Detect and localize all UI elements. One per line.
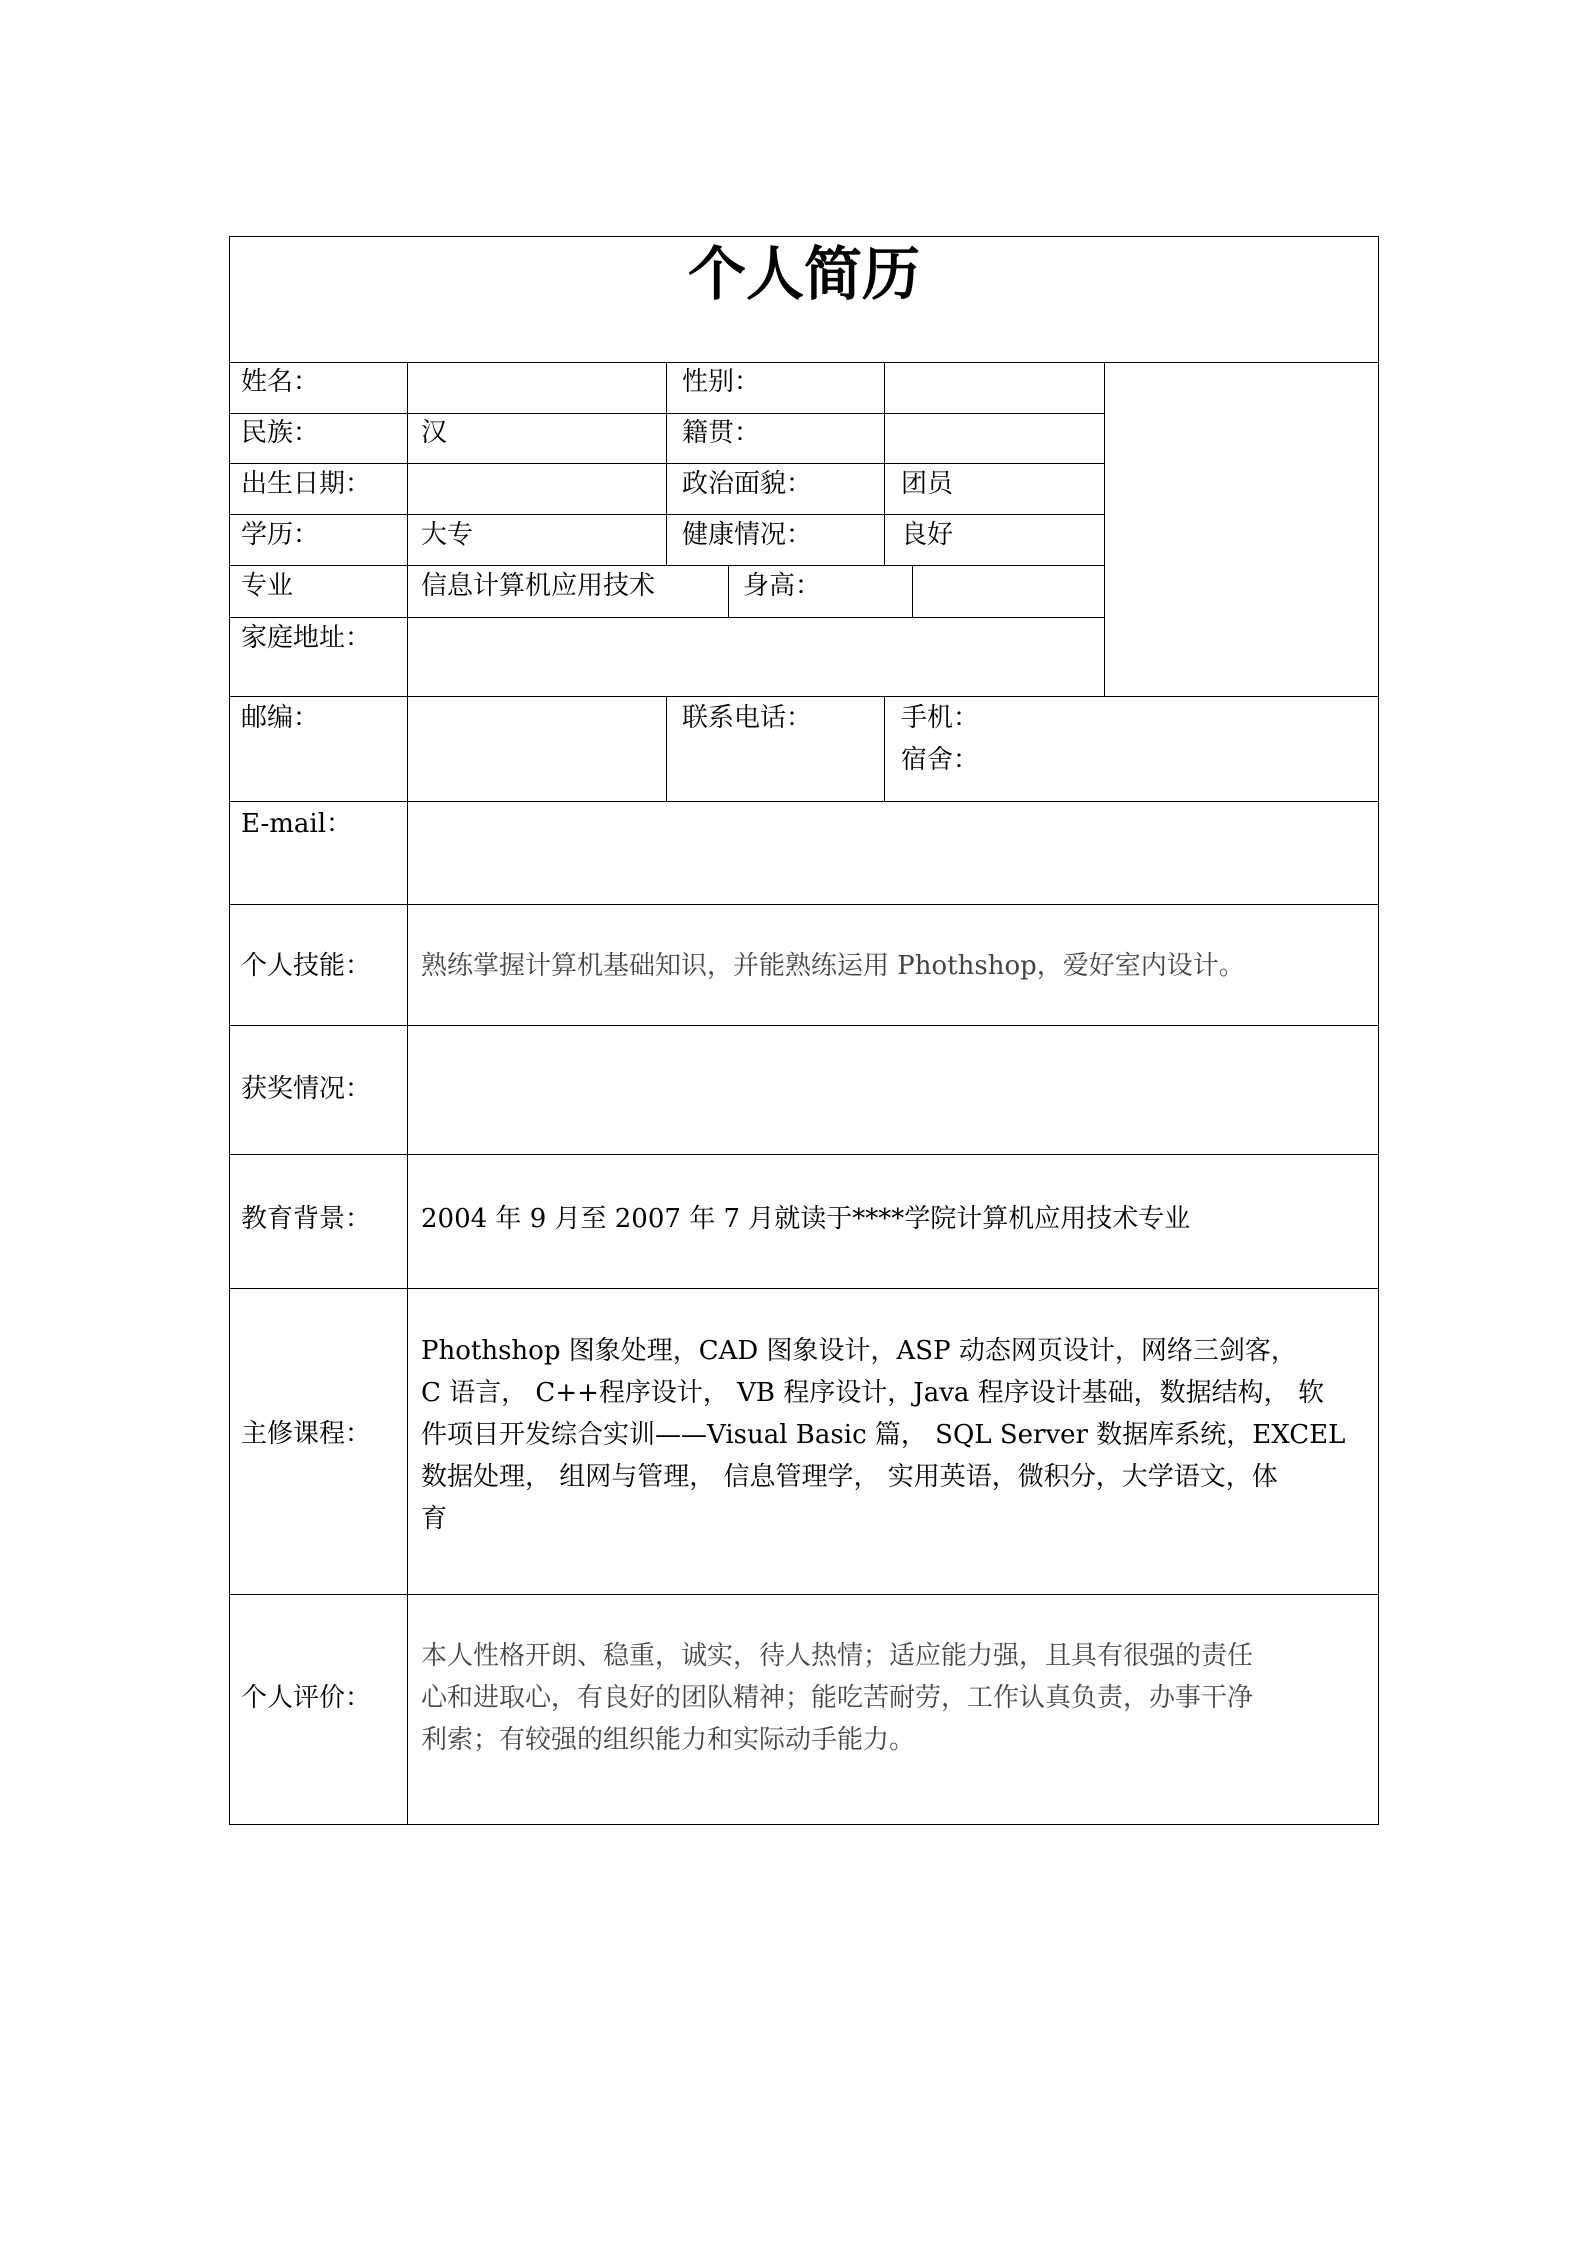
rule-row-9 [229, 1025, 1379, 1026]
birth-date-label: 出生日期： [241, 469, 372, 499]
health-value: 良好 [901, 520, 954, 550]
rule-photo-area-left [1104, 362, 1105, 697]
major-value: 信息计算机应用技术 [421, 571, 656, 601]
rule-label-column [407, 362, 408, 1825]
rule-contact-col-3 [884, 696, 885, 802]
rule-row-12 [229, 1594, 1379, 1595]
courses-line: 件项目开发综合实训——Visual Basic 篇， SQL Server 数据库系统，EXCEL [421, 1420, 1346, 1450]
dorm-label: 宿舍： [901, 745, 980, 775]
awards-label: 获奖情况： [241, 1074, 372, 1104]
mobile-label: 手机： [901, 703, 980, 733]
rule-row-7 [229, 801, 1379, 802]
health-label: 健康情况： [682, 520, 813, 550]
rule-major-split [728, 565, 729, 618]
table-border-left [229, 236, 230, 1825]
gender-label: 性别： [682, 367, 761, 397]
ethnicity-value: 汉 [421, 418, 448, 448]
rule-row-10 [229, 1154, 1379, 1155]
table-border-bottom [229, 1824, 1379, 1825]
native-place-label: 籍贯： [682, 418, 761, 448]
rule-row-5 [229, 617, 1104, 618]
page-title: 个人简历 [687, 240, 920, 308]
table-border-top [229, 236, 1379, 237]
evaluation-line: 心和进取心，有良好的团队精神；能吃苦耐劳，工作认真负责，办事干净 [421, 1683, 1254, 1713]
rule-below-title [229, 362, 1379, 363]
rule-row-8 [229, 904, 1379, 905]
rule-contact-col-2 [666, 696, 667, 802]
name-label: 姓名： [241, 367, 320, 397]
courses-line: Phothshop 图象处理，CAD 图象设计，ASP 动态网页设计，网络三剑客， [421, 1336, 1297, 1366]
education-background-text: 2004 年 9 月至 2007 年 7 月就读于****学院计算机应用技术专业 [421, 1204, 1191, 1234]
skills-text: 熟练掌握计算机基础知识，并能熟练运用 Phothshop，爱好室内设计。 [421, 951, 1245, 981]
courses-line: 育 [421, 1504, 448, 1534]
skills-label: 个人技能： [241, 951, 372, 981]
courses-line: C 语言， C++程序设计， VB 程序设计，Java 程序设计基础，数据结构， 软 [421, 1378, 1324, 1408]
education-label: 学历： [241, 520, 320, 550]
rule-height-split [912, 565, 913, 618]
rule-col-3-upper [884, 362, 885, 566]
education-value: 大专 [421, 520, 474, 550]
rule-row-11 [229, 1288, 1379, 1289]
political-status-value: 团员 [901, 469, 954, 499]
address-label: 家庭地址： [241, 623, 372, 653]
height-label: 身高： [743, 571, 822, 601]
postcode-label: 邮编： [241, 703, 320, 733]
rule-row-6 [229, 696, 1379, 697]
evaluation-line: 本人性格开朗、稳重，诚实，待人热情；适应能力强，且具有很强的责任 [421, 1641, 1254, 1671]
evaluation-label: 个人评价： [241, 1683, 372, 1713]
evaluation-line: 利索；有较强的组织能力和实际动手能力。 [421, 1725, 916, 1755]
ethnicity-label: 民族： [241, 418, 320, 448]
major-label: 专业 [241, 571, 294, 601]
email-label: E-mail： [241, 809, 353, 839]
education-background-label: 教育背景： [241, 1204, 372, 1234]
rule-col-2-upper [666, 362, 667, 566]
phone-label: 联系电话： [682, 703, 813, 733]
courses-label: 主修课程： [241, 1419, 372, 1449]
political-status-label: 政治面貌： [682, 469, 813, 499]
table-border-right [1378, 236, 1379, 1825]
courses-line: 数据处理， 组网与管理， 信息管理学， 实用英语，微积分，大学语文，体 [421, 1462, 1278, 1492]
